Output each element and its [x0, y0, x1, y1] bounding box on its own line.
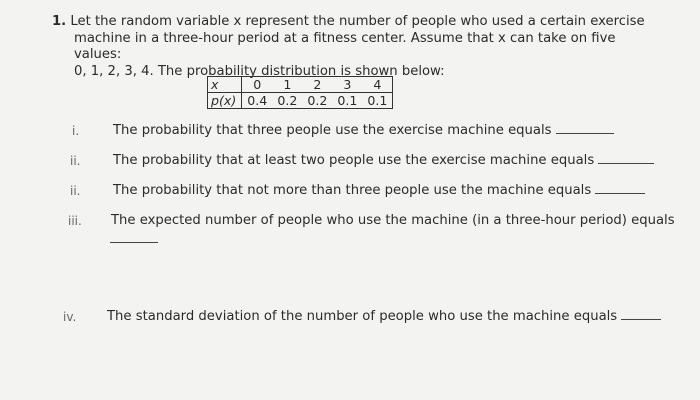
- question-line-2: machine in a three-hour period at a fitness center. Assume that x can take on five values:: [74, 30, 616, 62]
- sub-question-text: The probability that at least two people use the exercise machine equals: [113, 153, 595, 168]
- x-value: 1: [272, 77, 302, 93]
- table-row-px: [208, 93, 393, 109]
- x-value: 0: [242, 77, 273, 93]
- sub-question: [107, 309, 661, 324]
- sub-question-text: The standard deviation of the number of people who use the machine equals: [107, 309, 618, 324]
- x-value: 4: [362, 77, 393, 93]
- question-line-3: 0, 1, 2, 3, 4. The probability distribution is shown below:: [74, 63, 445, 79]
- answer-blank[interactable]: [621, 318, 661, 320]
- sub-question: [111, 213, 675, 228]
- sub-question: [113, 183, 645, 198]
- question-line-1: Let the random variable x represent the number of people who used a certain exercise: [70, 14, 645, 29]
- sub-question-text: The expected number of people who use the machine (in a three-hour period) equals: [111, 213, 675, 228]
- p-value: 0.2: [307, 93, 328, 108]
- item-numeral: i.: [72, 124, 80, 138]
- sub-question: [113, 123, 614, 138]
- item-numeral: ii.: [70, 154, 81, 168]
- px-header: p(x): [208, 93, 242, 109]
- answer-blank[interactable]: [598, 162, 654, 164]
- p-value: 0.2: [277, 93, 298, 108]
- probability-table: [207, 76, 393, 109]
- item-numeral: iv.: [63, 310, 77, 324]
- sub-question-text: The probability that three people use the exercise machine equals: [113, 123, 552, 138]
- question-stem: [52, 14, 662, 80]
- x-value: 2: [302, 77, 332, 93]
- table-row-x: [208, 77, 393, 93]
- p-value: 0.1: [367, 93, 388, 108]
- item-numeral: ii.: [70, 184, 81, 198]
- answer-blank[interactable]: [595, 192, 645, 194]
- question-number: 1.: [52, 14, 67, 29]
- x-header: x: [208, 77, 242, 93]
- answer-blank[interactable]: [110, 242, 158, 243]
- p-value: 0.1: [337, 93, 358, 108]
- answer-blank[interactable]: [556, 132, 614, 134]
- x-value: 3: [332, 77, 362, 93]
- sub-question-text: The probability that not more than three people use the machine equals: [113, 183, 592, 198]
- sub-question: [113, 153, 654, 168]
- item-numeral: iii.: [68, 214, 82, 228]
- p-value: 0.4: [247, 93, 268, 108]
